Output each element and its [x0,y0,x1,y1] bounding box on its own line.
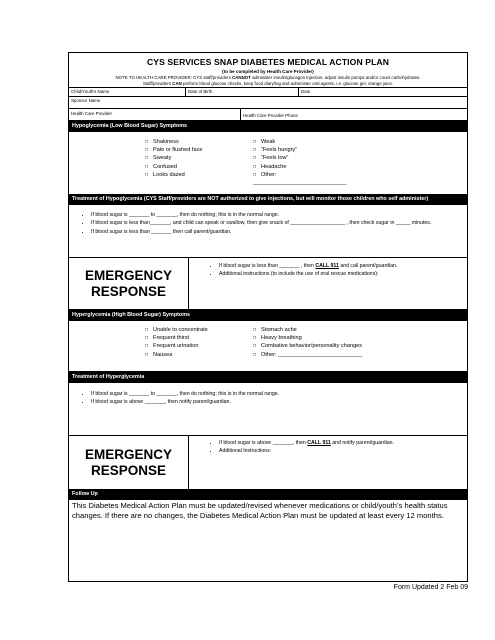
provider-row [69,108,467,120]
emergency-item [219,440,463,447]
hyper-treatment-item: • If blood sugar is above _______, then notify parent/guardian. [91,399,467,407]
symptom-checkbox[interactable]: □ Stomach ache [253,326,362,334]
symptom-checkbox[interactable]: □ Looks dazed [145,171,253,179]
followup-text: This Diabetes Medical Action Plan must be updated/revised whenever medications or child/youth’s health status changes. If there are no changes, the Diabetes Medical Action Plan must be updated at least every 12 months. [72,501,448,520]
symptom-checkbox[interactable]: □ Combative behavior/personality changes [253,342,362,350]
symptom-checkbox[interactable]: □ Heavy breathing [253,334,362,342]
symptom-checkbox[interactable]: □ Confused [145,163,253,171]
emergency-item-suffix: and notify parent/guardian. [330,440,394,446]
action-plan-form [68,52,468,582]
note-cannot: CANNOT [232,75,251,80]
symptom-checkbox[interactable]: □ Shakiness [145,138,253,146]
emergency-label [69,258,189,309]
child-info-row [69,87,467,96]
provider-field[interactable]: Health Care Provider [69,109,241,120]
symptom-checkbox[interactable]: □ Frequent thirst [145,334,253,342]
date-field[interactable]: Date [301,89,311,94]
hypo-treatment-item: • If blood sugar is less than _______ then call parent/guardian. [91,229,467,237]
child-name-field[interactable]: Child/Youth's Name [69,88,186,96]
hyper-treatment-header: Treatment of Hyperglycemia [69,371,467,383]
hyper-symptoms-col1 [145,326,253,365]
hypoglycemia-symptoms [69,132,467,194]
emergency-item [219,263,463,270]
emergency-item-suffix: and call parent/guardian. [338,263,398,269]
emergency-label [69,436,189,489]
symptom-checkbox[interactable]: □ Frequent urination [145,342,253,350]
sponsor-row [69,96,467,108]
note-line2-suffix: perform blood glucose checks, keep food diary/log and administer oral agents, i.e. glucose gel, orange juice. [181,81,394,86]
hypo-treatment-list [69,205,467,257]
form-updated-date: Form Updated 2 Feb 09 [393,584,468,591]
note-line2-prefix: Staff/providers [142,81,173,86]
hyper-treatment-item: • If blood sugar is _______ to _______, then do nothing; this is in the normal range. [91,391,467,399]
hypo-treatment-item: • If blood sugar is _______ to _______, then do nothing; this is in the normal range. [91,212,467,220]
hypoglycemia-header: Hypoglycemia (Low Blood Sugar) Symptoms [69,120,467,132]
hyperglycemia-symptoms [69,321,467,371]
provider-note [69,75,467,87]
symptom-checkbox[interactable]: □ Headache [253,163,346,171]
symptom-checkbox[interactable]: □ Weak [253,138,346,146]
provider-phone-field[interactable]: Health Care Provider Phone [243,112,298,118]
hypo-treatment-item: • If blood sugar is less than_______, and child can speak or swallow, then give snack of ___________________ , then check sugar in _____ minutes. [91,220,467,228]
symptom-checkbox[interactable]: □ Nausea [145,351,253,359]
note-can: CAN [172,81,182,86]
call-911-text: CALL 911 [315,263,339,269]
hypo-symptoms-col1 [145,138,253,186]
emergency-label-line2: RESPONSE [90,462,166,478]
note-line1-prefix: NOTE TO HEALTH CARE PROVIDER: CYS staff/providers [115,75,233,80]
symptom-checkbox[interactable]: □ “Feels hungry” [253,146,346,154]
note-line1-suffix: administer insulin/glucagon injection, adjust insulin pumps and/or count carbohydrates. [250,75,421,80]
followup-header: Follow Up [69,489,467,500]
hypo-treatment-header: Treatment of Hypoglycemia (CYS Staff/providers are NOT authorized to give injections, but will monitor those children who self administer) [69,194,467,205]
sponsor-field[interactable]: Sponsor Name [71,98,101,103]
form-subtitle: (to be completed by Health Care Provider) [222,69,314,74]
symptom-checkbox[interactable]: □ Unable to concentrate [145,326,253,334]
emergency-response-high [69,435,467,489]
emergency-item: • Additional instructions (to include the use of oral rescue medications): [219,271,463,278]
hyper-treatment-list [69,383,467,435]
symptom-checkbox[interactable]: □ Other: ___________________________ [253,351,362,359]
emergency-label-line1: EMERGENCY [84,446,172,462]
emergency-low-instructions [189,258,467,309]
emergency-label-line1: EMERGENCY [84,267,172,283]
symptom-checkbox[interactable]: □ “Feels low” [253,154,346,162]
emergency-label-line2: RESPONSE [90,283,166,299]
emergency-response-low [69,257,467,309]
form-title: CYS SERVICES SNAP DIABETES MEDICAL ACTION PLAN [146,57,390,67]
hyperglycemia-header: Hyperglycemia (High Blood Sugar) Symptoms [69,309,467,321]
symptom-checkbox[interactable]: □ Sweaty [145,154,253,162]
hypo-symptoms-col2 [253,138,346,186]
dob-field[interactable]: Date of Birth [186,88,299,96]
other-blank[interactable]: ______________________________ [253,180,347,187]
call-911-text: CALL 911 [307,440,331,446]
symptom-checkbox[interactable]: □ Pale or flushed face [145,146,253,154]
emergency-item: • Additional Instructions: [219,448,463,455]
emergency-item-prefix: If blood sugar is above _______, then [219,440,308,446]
emergency-item-prefix: If blood sugar is less than _______ , then [219,263,316,269]
emergency-high-instructions [189,436,467,489]
hyper-symptoms-col2 [253,326,362,365]
symptom-checkbox[interactable]: □ Other: [253,171,346,179]
